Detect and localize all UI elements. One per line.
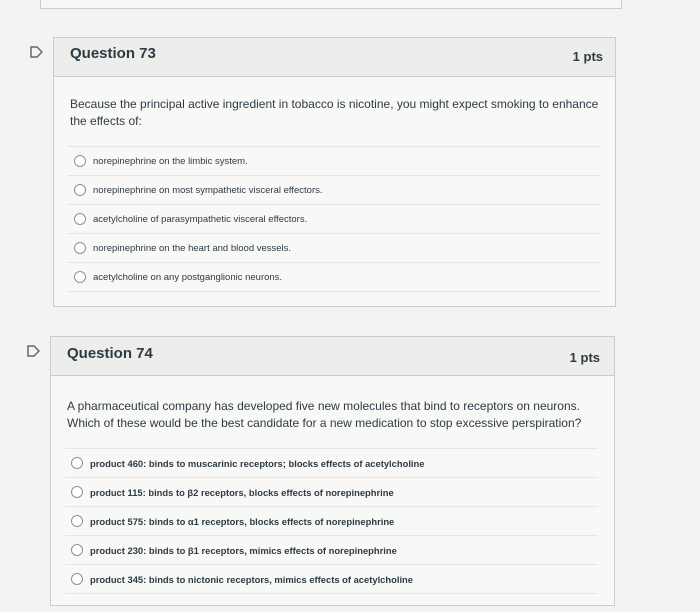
radio-button[interactable]: [74, 242, 86, 254]
radio-button[interactable]: [74, 213, 86, 225]
answer-label: product 115: binds to β2 receptors, blocks effects of norepinephrine: [90, 486, 394, 498]
answer-label: acetylcholine on any postganglionic neurons.: [93, 271, 283, 283]
answer-list: [65, 448, 598, 594]
radio-button[interactable]: [74, 271, 86, 283]
answer-label: norepinephrine on most sympathetic visceral effectors.: [93, 184, 323, 196]
question-text: A pharmaceutical company has developed five new molecules that bind to receptors on neurons. Which of these would be the best candidate for a new medication to stop excessive perspiration?: [67, 399, 582, 430]
radio-button[interactable]: [71, 515, 83, 527]
question-points: 1 pts: [569, 350, 600, 365]
answer-option[interactable]: [68, 233, 601, 262]
answer-list: [68, 146, 601, 292]
question-text: Because the principal active ingredient in tobacco is nicotine, you might expect smoking to enhance the effects of:: [70, 97, 599, 128]
question-header: [51, 337, 614, 376]
answer-option[interactable]: [65, 477, 598, 506]
answer-option[interactable]: [68, 175, 601, 204]
question-points: 1 pts: [572, 49, 603, 64]
flag-question-icon[interactable]: [30, 46, 43, 58]
answer-option[interactable]: [68, 262, 601, 292]
answer-label: product 345: binds to nictonic receptors, mimics effects of acetylcholine: [90, 573, 413, 585]
radio-button[interactable]: [71, 573, 83, 585]
answer-label: product 230: binds to β1 receptors, mimics effects of norepinephrine: [90, 544, 397, 556]
answer-option[interactable]: [65, 448, 598, 477]
answer-option[interactable]: [65, 506, 598, 535]
question-title: Question 73: [70, 45, 156, 62]
answer-label: product 460: binds to muscarinic receptors; blocks effects of acetylcholine: [90, 457, 425, 469]
question-header: [54, 38, 615, 77]
previous-question-bottom: [40, 0, 622, 9]
flag-question-icon[interactable]: [27, 345, 40, 357]
answer-option[interactable]: [68, 146, 601, 175]
answer-option[interactable]: [68, 204, 601, 233]
answer-label: product 575: binds to α1 receptors, blocks effects of norepinephrine: [90, 515, 395, 527]
radio-button[interactable]: [71, 544, 83, 556]
radio-button[interactable]: [71, 486, 83, 498]
radio-button[interactable]: [74, 184, 86, 196]
radio-button[interactable]: [71, 457, 83, 469]
answer-option[interactable]: [65, 564, 598, 594]
answer-label: norepinephrine on the heart and blood vessels.: [93, 242, 292, 254]
radio-button[interactable]: [74, 155, 86, 167]
question-card: [53, 37, 616, 307]
answer-label: acetylcholine of parasympathetic visceral effectors.: [93, 213, 308, 225]
answer-option[interactable]: [65, 535, 598, 564]
question-title: Question 74: [67, 345, 153, 362]
answer-label: norepinephrine on the limbic system.: [93, 155, 248, 167]
question-card: [50, 336, 615, 606]
